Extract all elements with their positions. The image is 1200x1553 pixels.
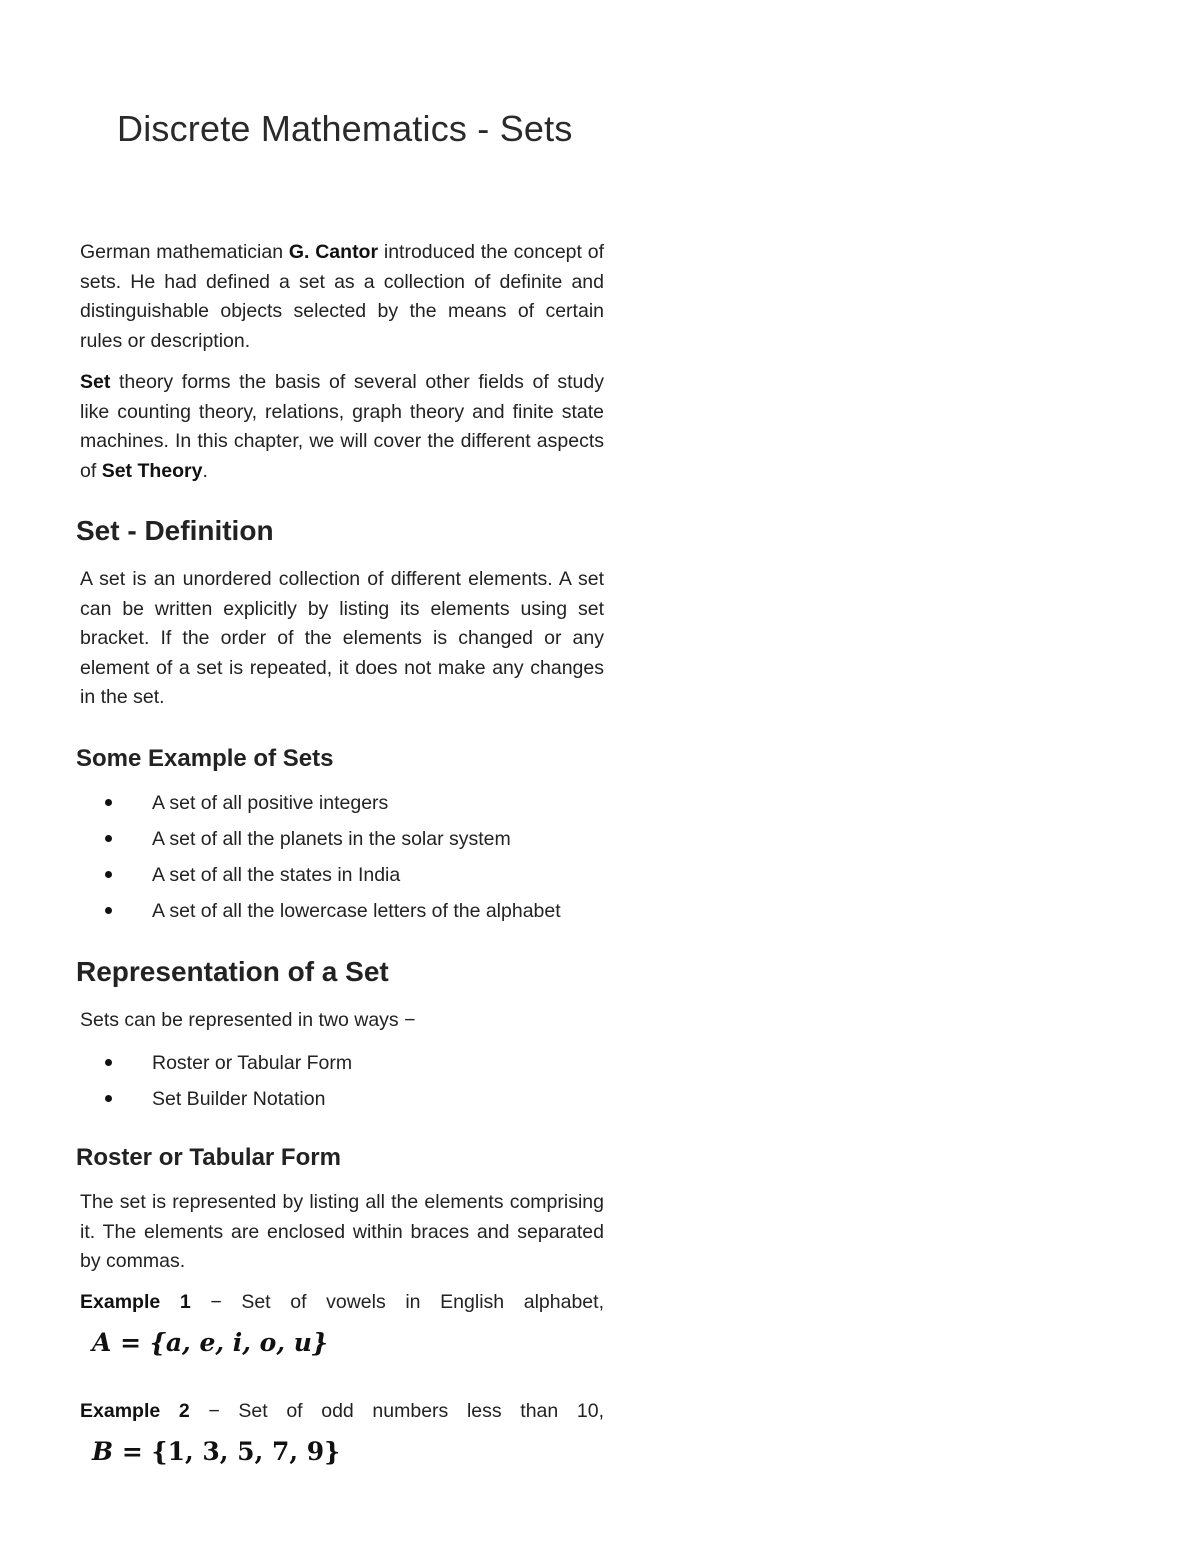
example-1-text: − Set of vowels in English alphabet, <box>190 1291 604 1313</box>
intro-p1-before: German mathematician <box>80 241 289 263</box>
bullet-icon <box>105 1059 112 1066</box>
bullet-icon <box>105 835 112 842</box>
bullet-icon <box>105 1095 112 1102</box>
list-item-text: A set of all the states in India <box>152 864 401 886</box>
examples-heading: Some Example of Sets <box>76 745 334 772</box>
intro-p2-bold1: Set <box>80 371 111 393</box>
example-2-formula-lhs: B <box>92 1437 114 1466</box>
list-item <box>0 893 561 929</box>
intro-p2-middle: theory forms the basis of several other fields of study like counting theory, relations, graph theory and finite state machines. In this chapter, we will cover the different aspects of <box>80 371 604 482</box>
example-1-formula <box>92 1328 328 1357</box>
example-1-formula-rhs: = {a, e, i, o, u} <box>111 1328 328 1357</box>
intro-section <box>80 238 604 486</box>
list-item-text: A set of all the lowercase letters of the alphabet <box>152 900 561 922</box>
list-item-text: Set Builder Notation <box>152 1088 326 1110</box>
intro-p1-after: introduced the concept of sets. He had defined a set as a collection of definite and distinguishable objects selected by the means of certain rules or description. <box>80 241 604 352</box>
roster-paragraph: The set is represented by listing all the elements comprising it. The elements are enclosed within braces and separated by commas. <box>80 1191 604 1272</box>
intro-p2-bold2: Set Theory <box>101 459 203 482</box>
roster-heading: Roster or Tabular Form <box>76 1144 341 1171</box>
intro-paragraph-2 <box>80 368 604 486</box>
representation-intro-section <box>80 1006 604 1036</box>
example-1-label: Example 1 <box>80 1291 191 1313</box>
intro-paragraph-1 <box>80 238 604 356</box>
bullet-icon <box>105 871 112 878</box>
bullet-icon <box>105 799 112 806</box>
representation-intro: Sets can be represented in two ways − <box>80 1009 416 1031</box>
definition-paragraph: A set is an unordered collection of different elements. A set can be written explicitly by listing its elements using set bracket. If the order of the elements is changed or any element of a set is repeated, it does not make any changes in the set. <box>80 568 604 708</box>
example-2-formula <box>92 1437 340 1466</box>
representation-heading: Representation of a Set <box>76 956 389 987</box>
example-1 <box>80 1288 604 1318</box>
list-item-text: A set of all positive integers <box>152 792 389 814</box>
example-1-formula-lhs: A <box>92 1328 112 1357</box>
example-2 <box>80 1397 604 1427</box>
representation-list <box>0 1045 352 1117</box>
examples-list <box>0 785 561 929</box>
list-item-text: Roster or Tabular Form <box>152 1052 353 1074</box>
list-item <box>0 1045 352 1081</box>
definition-section <box>80 565 604 713</box>
page-title: Discrete Mathematics - Sets <box>117 108 573 149</box>
intro-p1-bold: G. Cantor <box>288 241 379 263</box>
list-item <box>0 1081 352 1117</box>
list-item-text: A set of all the planets in the solar system <box>152 828 511 850</box>
list-item <box>0 857 561 893</box>
definition-heading: Set - Definition <box>76 515 274 546</box>
list-item <box>0 821 561 857</box>
example-2-label: Example 2 <box>80 1400 190 1422</box>
roster-section <box>80 1188 604 1277</box>
example-2-text: − Set of odd numbers less than 10, <box>189 1400 604 1422</box>
list-item <box>0 785 561 821</box>
bullet-icon <box>105 907 112 914</box>
intro-p2-end: . <box>202 459 208 482</box>
example-2-formula-rhs: = {1, 3, 5, 7, 9} <box>113 1437 341 1466</box>
